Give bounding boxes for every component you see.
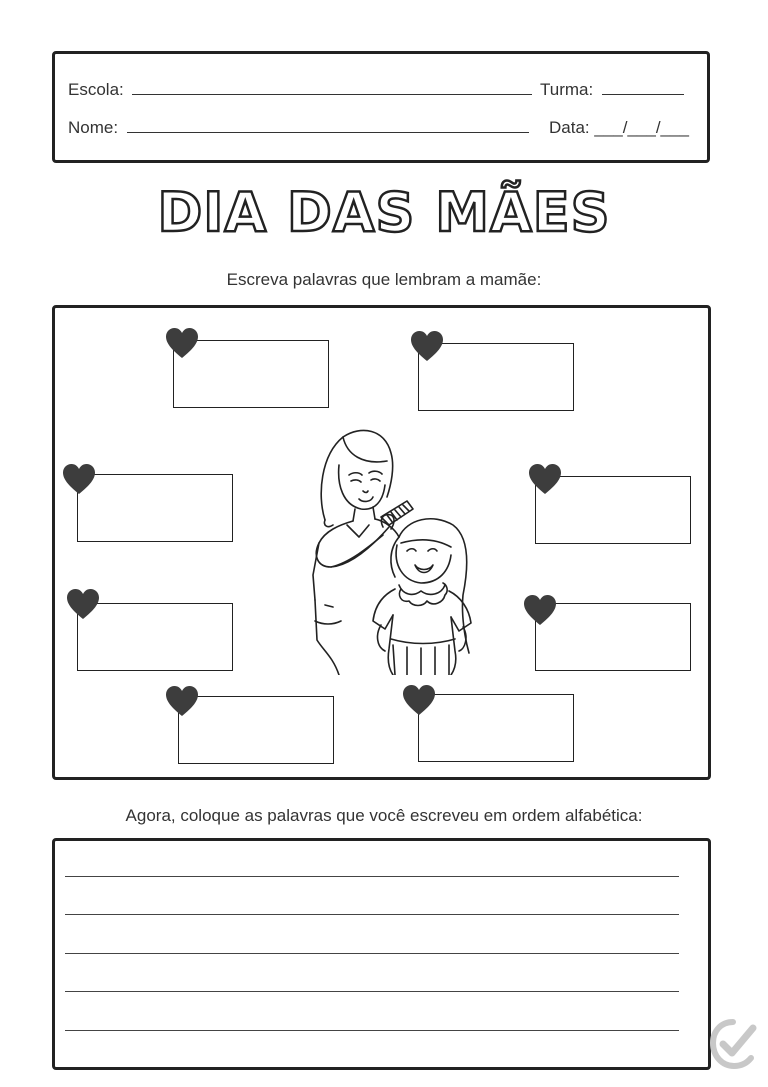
turma-field[interactable] xyxy=(602,80,684,95)
mother-daughter-illustration xyxy=(303,425,478,675)
checkmark-logo-icon xyxy=(708,1016,758,1072)
heart-icon xyxy=(528,463,562,495)
data-label: Data: xyxy=(549,118,590,137)
word-box-5[interactable] xyxy=(77,603,233,671)
turma-label: Turma: xyxy=(540,80,594,99)
turma-row xyxy=(540,80,684,100)
heart-icon xyxy=(165,327,199,359)
nome-field[interactable] xyxy=(127,118,529,133)
student-info-box xyxy=(52,51,710,163)
heart-icon xyxy=(523,594,557,626)
answer-line-2[interactable] xyxy=(65,914,679,915)
escola-field[interactable] xyxy=(132,80,532,95)
instruction-words: Escreva palavras que lembram a mamãe: xyxy=(226,270,542,289)
page-title: DIA DAS MÃES xyxy=(157,181,611,244)
word-box-3[interactable] xyxy=(77,474,233,542)
escola-row xyxy=(68,80,532,100)
answer-line-1[interactable] xyxy=(65,876,679,877)
word-box-7[interactable] xyxy=(178,696,334,764)
word-box-8[interactable] xyxy=(418,694,574,762)
word-box-6[interactable] xyxy=(535,603,691,671)
heart-icon xyxy=(402,684,436,716)
instruction-alphabetical: Agora, coloque as palavras que você escreveu em ordem alfabética: xyxy=(125,806,643,825)
heart-icon xyxy=(410,330,444,362)
answer-line-5[interactable] xyxy=(65,1030,679,1031)
data-field[interactable]: ___/___/___ xyxy=(594,118,689,137)
word-boxes-frame xyxy=(52,305,711,780)
heart-icon xyxy=(165,685,199,717)
data-row xyxy=(549,118,689,138)
answer-line-3[interactable] xyxy=(65,953,679,954)
heart-icon xyxy=(62,463,96,495)
answer-line-4[interactable] xyxy=(65,991,679,992)
nome-row xyxy=(68,118,529,138)
heart-icon xyxy=(66,588,100,620)
nome-label: Nome: xyxy=(68,118,119,137)
escola-label: Escola: xyxy=(68,80,124,99)
answer-lines-box xyxy=(52,838,711,1070)
